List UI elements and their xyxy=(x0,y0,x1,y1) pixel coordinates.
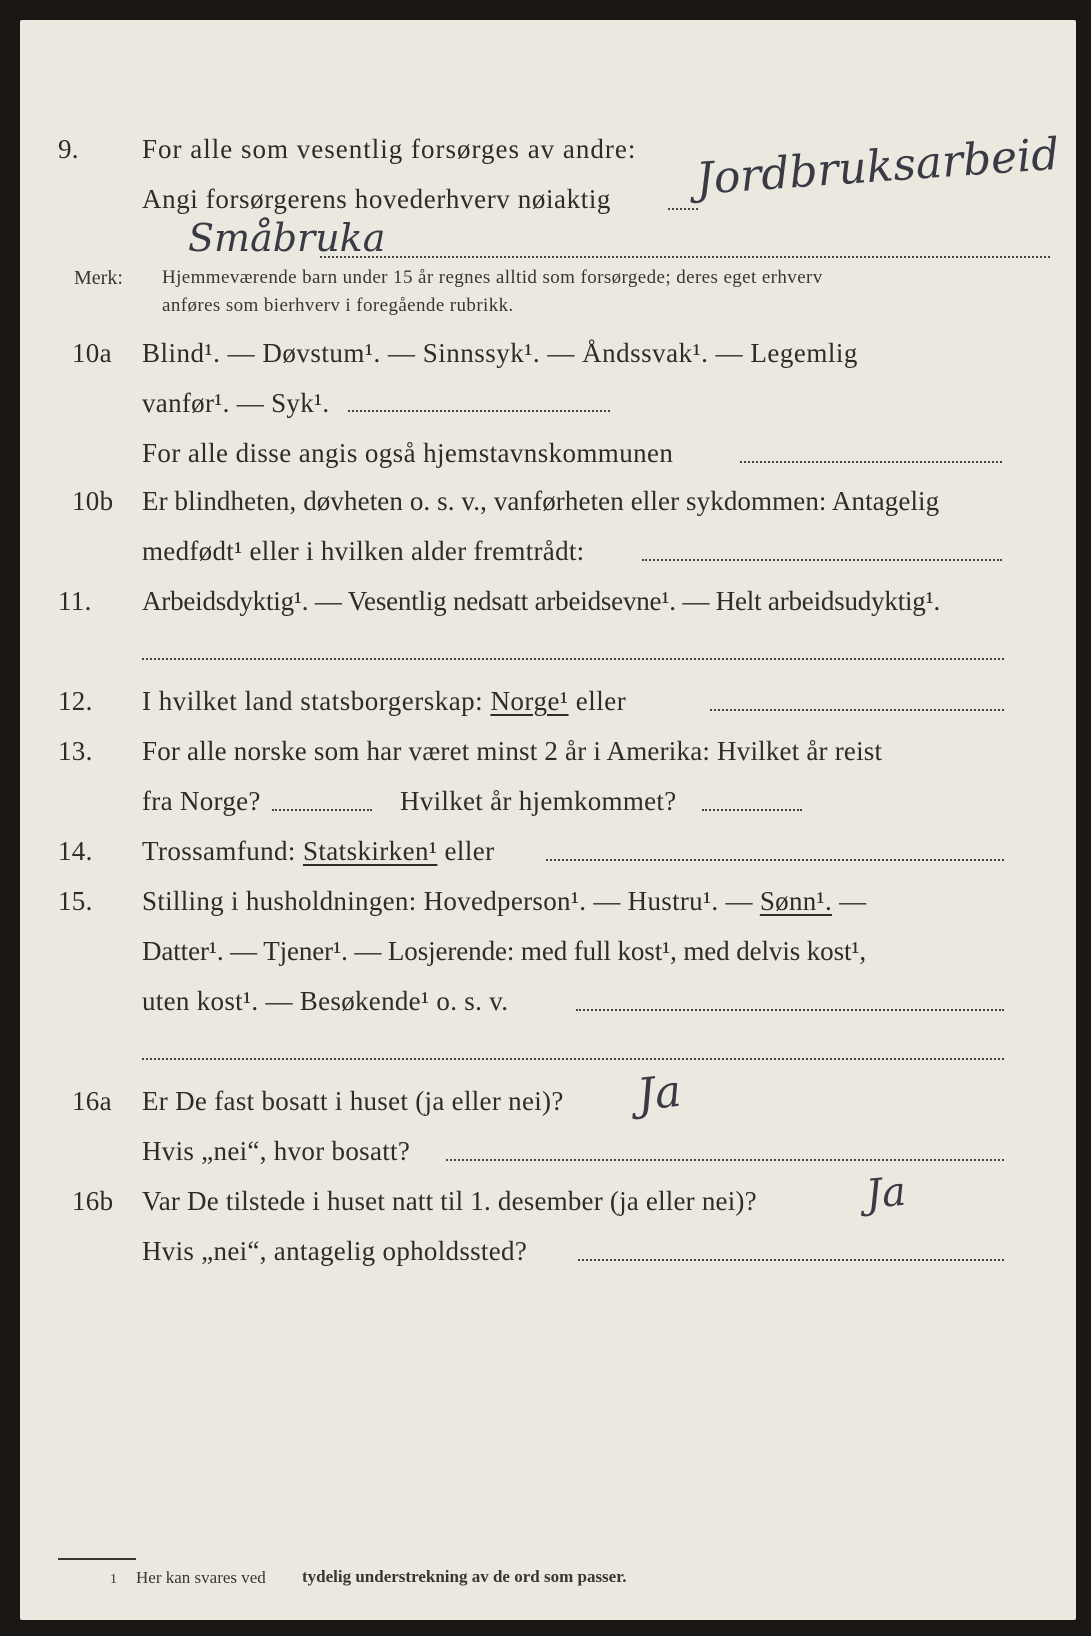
q9-line1: For alle som vesentlig forsørges av andre: xyxy=(142,134,637,164)
q10a-line1: Blind¹. — Døvstum¹. — Sinnssyk¹. — Åndssvak¹. — Legemlig xyxy=(142,338,858,368)
q11-line1: Arbeidsdyktig¹. — Vesentlig nedsatt arbeidsevne¹. — Helt arbeidsudyktig¹. xyxy=(142,586,941,616)
q13-dotted-line2 xyxy=(702,809,802,811)
q10a-number: 10a xyxy=(72,338,112,368)
q10b-dotted-line xyxy=(642,559,1002,561)
q16a-number: 16a xyxy=(72,1086,112,1116)
q10b-line2: medfødt¹ eller i hvilken alder fremtrådt: xyxy=(142,536,585,566)
q13-number: 13. xyxy=(58,736,93,766)
q15-sonn: Sønn¹. xyxy=(759,886,833,916)
q14-number: 14. xyxy=(58,836,93,866)
q16a-handwritten-answer: Ja xyxy=(634,1065,684,1121)
q12-post: eller xyxy=(575,686,627,716)
q15-number: 15. xyxy=(58,886,93,916)
q9-line2: Angi forsørgerens hovederhverv nøiaktig xyxy=(142,184,612,214)
q15-line3: uten kost¹. — Besøkende¹ o. s. v. xyxy=(142,986,509,1016)
q14-post: eller xyxy=(444,836,495,866)
q9-dotted-line2 xyxy=(320,256,1050,258)
q10b-number: 10b xyxy=(72,486,114,516)
merk-label: Merk: xyxy=(74,267,123,289)
q12-number: 12. xyxy=(58,686,93,716)
footnote-text-a: Her kan svares ved xyxy=(136,1568,266,1587)
q13-line2a: fra Norge? xyxy=(142,786,261,816)
merk-line2: anføres som bierhverv i foregående rubrikk. xyxy=(162,295,514,316)
footnote-mark: 1 xyxy=(110,1572,117,1587)
q11-number: 11. xyxy=(58,586,92,616)
q12-pre: I hvilket land statsborgerskap: xyxy=(142,686,484,716)
q14-statskirken: Statskirken¹ xyxy=(302,836,438,866)
q15-dotted-line xyxy=(576,1009,1004,1011)
census-form-page xyxy=(20,20,1076,1620)
q13-line2b: Hvilket år hjemkommet? xyxy=(400,786,677,816)
q14-dotted-line xyxy=(546,859,1004,861)
q16b-line2: Hvis „nei“, antagelig opholdssted? xyxy=(142,1236,528,1266)
q13-line1: For alle norske som har været minst 2 år i Amerika: Hvilket år reist xyxy=(142,736,883,766)
q15-line1c: — xyxy=(839,886,867,916)
q14-text xyxy=(142,836,495,866)
q9-handwritten-answer1: Jordbruksarbeid xyxy=(694,128,1061,205)
merk-line1: Hjemmeværende barn under 15 år regnes alltid som forsørgede; deres eget erhverv xyxy=(162,267,823,288)
q10a-line3: For alle disse angis også hjemstavnskommunen xyxy=(142,438,674,468)
q12-norge: Norge¹ xyxy=(490,686,569,716)
q13-dotted-line1 xyxy=(272,809,372,811)
q14-pre: Trossamfund: xyxy=(142,836,296,866)
q10b-line1: Er blindheten, døvheten o. s. v., vanførheten eller sykdommen: Antagelig xyxy=(142,486,940,516)
q12-text xyxy=(142,686,626,716)
footnote-rule xyxy=(58,1558,136,1560)
q9-dotted-line xyxy=(668,208,698,210)
q16b-dotted-line xyxy=(578,1259,1004,1261)
q9-number: 9. xyxy=(58,134,79,164)
q10a-dotted-line2 xyxy=(740,461,1002,463)
q16b-number: 16b xyxy=(72,1186,114,1216)
q16b-line1: Var De tilstede i huset natt til 1. desember (ja eller nei)? xyxy=(142,1186,757,1216)
q15-line2: Datter¹. — Tjener¹. — Losjerende: med full kost¹, med delvis kost¹, xyxy=(142,936,867,966)
q15-dotted-line2 xyxy=(142,1058,1004,1060)
q16a-dotted-line xyxy=(446,1159,1004,1161)
footnote-text-b: tydelig understrekning av de ord som passer. xyxy=(302,1567,627,1586)
q16a-line2: Hvis „nei“, hvor bosatt? xyxy=(142,1136,411,1166)
q16a-line1: Er De fast bosatt i huset (ja eller nei)? xyxy=(142,1086,564,1116)
q10a-dotted-line xyxy=(348,410,610,412)
q15-line1 xyxy=(142,886,866,916)
q15-line1a: Stilling i husholdningen: Hovedperson¹. — Hustru¹. — xyxy=(142,886,753,916)
q16b-handwritten-answer: Ja xyxy=(863,1168,908,1218)
q11-dotted-line xyxy=(142,658,1004,660)
q12-dotted-line xyxy=(710,709,1004,711)
q9-handwritten-answer2: Småbruka xyxy=(188,216,386,260)
q10a-line2: vanfør¹. — Syk¹. xyxy=(142,388,330,418)
